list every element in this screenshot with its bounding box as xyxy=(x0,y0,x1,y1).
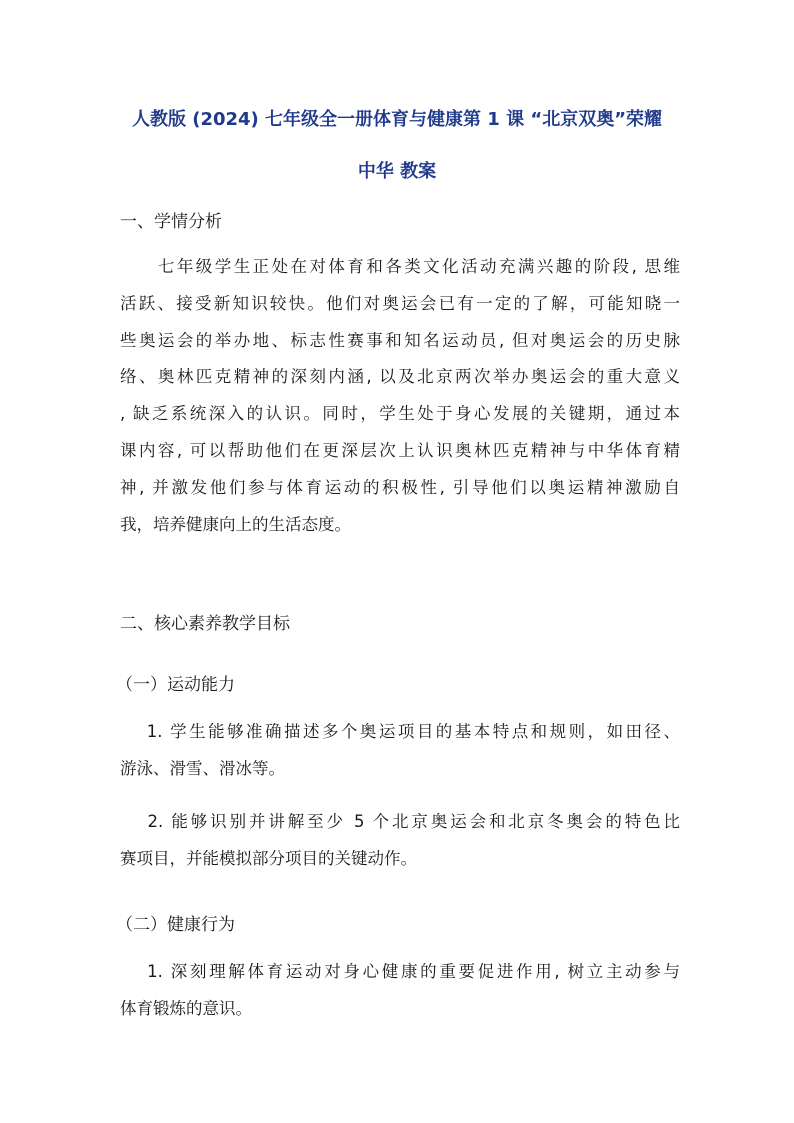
section-heading-learning-analysis: 一、学情分析 xyxy=(120,212,222,232)
paragraph-line: 课内容, 可以帮助他们在更深层次上认识奥林匹克精神与中华体育精 xyxy=(120,440,680,460)
paragraph-line: 络、奥林匹克精神的深刻内涵, 以及北京两次举办奥运会的重大意义 xyxy=(120,367,680,387)
item-line: 2. 能够识别并讲解至少 5 个北京奥运会和北京冬奥会的特色比 xyxy=(120,812,680,831)
paragraph-line: 活跃、接受新知识较快。他们对奥运会已有一定的了解，可能知晓一 xyxy=(120,293,680,313)
item-line: 1. 学生能够准确描述多个奥运项目的基本特点和规则，如田径、 xyxy=(120,722,680,741)
item-line: 体育锻炼的意识。 xyxy=(120,998,252,1018)
learning-analysis-paragraph xyxy=(120,249,680,543)
paragraph-line: , 缺乏系统深入的认识。同时，学生处于身心发展的关键期，通过本 xyxy=(120,404,680,424)
paragraph-line: 些奥运会的举办地、标志性赛事和知名运动员, 但对奥运会的历史脉 xyxy=(120,330,680,350)
item-line: 赛项目，并能模拟部分项目的关键动作。 xyxy=(120,848,417,868)
title-line-2: 中华 教案 xyxy=(357,161,437,182)
document-title xyxy=(110,94,684,198)
paragraph-line: 七年级学生正处在对体育和各类文化活动充满兴趣的阶段, 思维 xyxy=(120,257,680,276)
title-line-1: 人教版 (2024) 七年级全一册体育与健康第 1 课 “北京双奥”荣耀 xyxy=(131,109,663,130)
item-line: 游泳、滑雪、滑冰等。 xyxy=(120,758,285,778)
subsection-heading-motor-ability: （一）运动能力 xyxy=(116,675,235,695)
item-line: 1. 深刻理解体育运动对身心健康的重要促进作用, 树立主动参与 xyxy=(120,962,680,981)
health-behavior-item-1 xyxy=(120,954,680,1028)
motor-ability-item-1 xyxy=(120,714,680,788)
subsection-heading-health-behavior: （二）健康行为 xyxy=(116,915,235,935)
paragraph-line: 我，培养健康向上的生活态度。 xyxy=(120,514,351,534)
paragraph-line: 神, 并激发他们参与体育运动的积极性, 引导他们以奥运精神激励自 xyxy=(120,477,680,497)
section-heading-core-objectives: 二、核心素养教学目标 xyxy=(120,614,290,634)
motor-ability-item-2 xyxy=(120,804,680,878)
